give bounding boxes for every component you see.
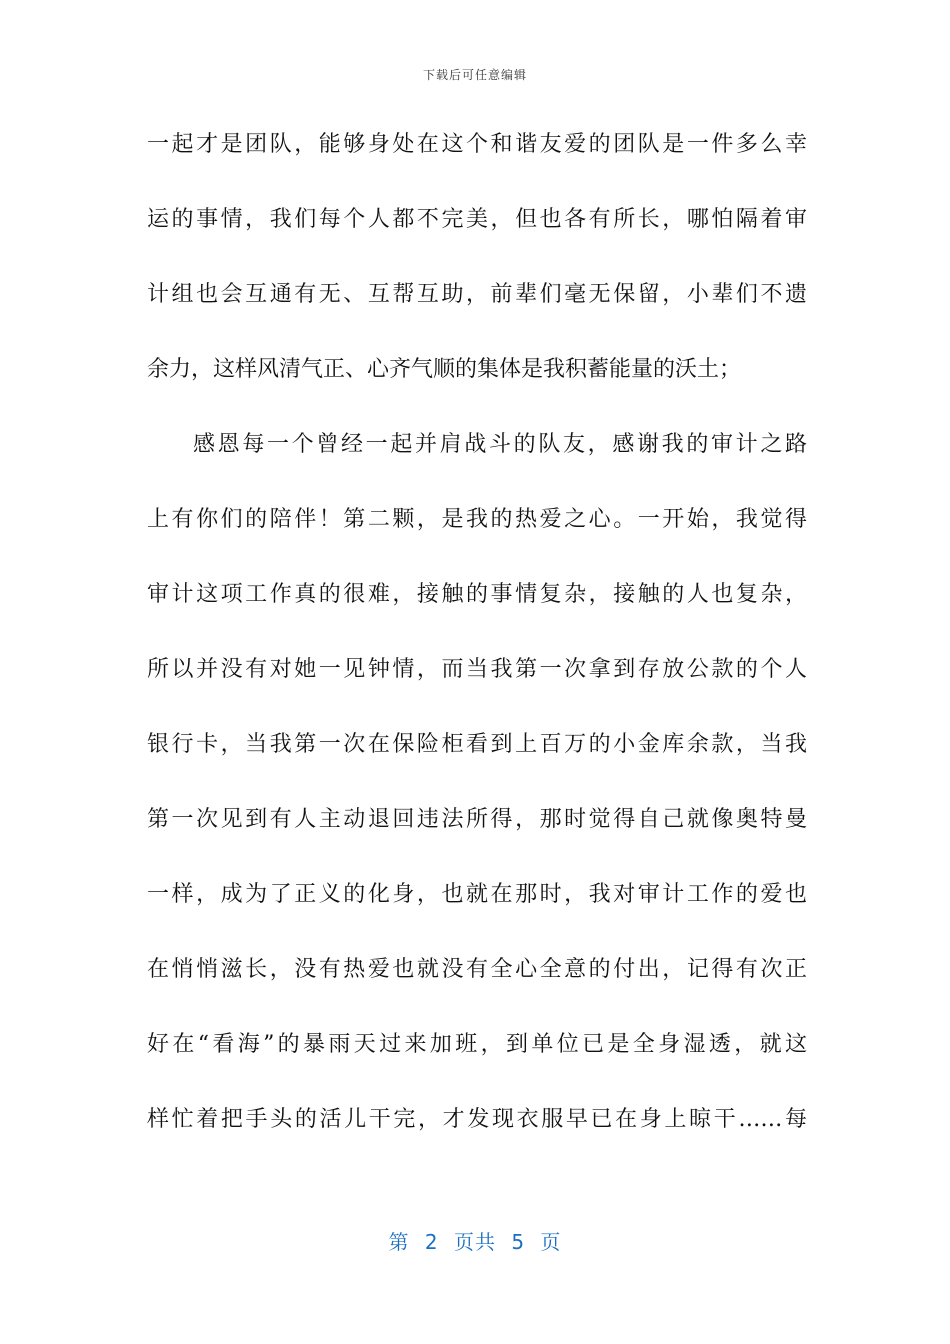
text-line: 样忙着把手头的活儿干完，才发现衣服早已在身上晾干……每 [147, 1107, 807, 1132]
text-line: 一样，成为了正义的化身，也就在那时，我对审计工作的爱也 [147, 882, 807, 907]
text-line: 银行卡，当我第一次在保险柜看到上百万的小金库余款，当我 [147, 732, 807, 757]
text-line: 所以并没有对她一见钟情，而当我第一次拿到存放公款的个人 [147, 657, 807, 682]
text-line: 上有你们的陪伴！第二颗，是我的热爱之心。一开始，我觉得 [147, 507, 807, 532]
text-line-paragraph-start: 感恩每一个曾经一起并肩战斗的队友，感谢我的审计之路 [193, 432, 807, 457]
text-line: 一起才是团队，能够身处在这个和谐友爱的团队是一件多么幸 [147, 132, 807, 157]
text-line: 在悄悄滋长，没有热爱也就没有全心全意的付出，记得有次正 [147, 957, 807, 982]
page-number-footer: 第 2 页共 5 页 [388, 1230, 562, 1254]
text-line: 运的事情，我们每个人都不完美，但也各有所长，哪怕隔着审 [147, 207, 807, 232]
page-header: 下载后可任意编辑 [422, 68, 527, 82]
text-line: 余力，这样风清气正、心齐气顺的集体是我积蓄能量的沃土； [147, 357, 742, 382]
text-line: 好在“看海”的暴雨天过来加班，到单位已是全身湿透，就这 [147, 1032, 807, 1057]
text-line: 审计这项工作真的很难，接触的事情复杂，接触的人也复杂， [147, 582, 807, 607]
text-line: 第一次见到有人主动退回违法所得，那时觉得自己就像奥特曼 [147, 807, 807, 832]
text-line: 计组也会互通有无、互帮互助，前辈们毫无保留，小辈们不遗 [147, 282, 807, 307]
